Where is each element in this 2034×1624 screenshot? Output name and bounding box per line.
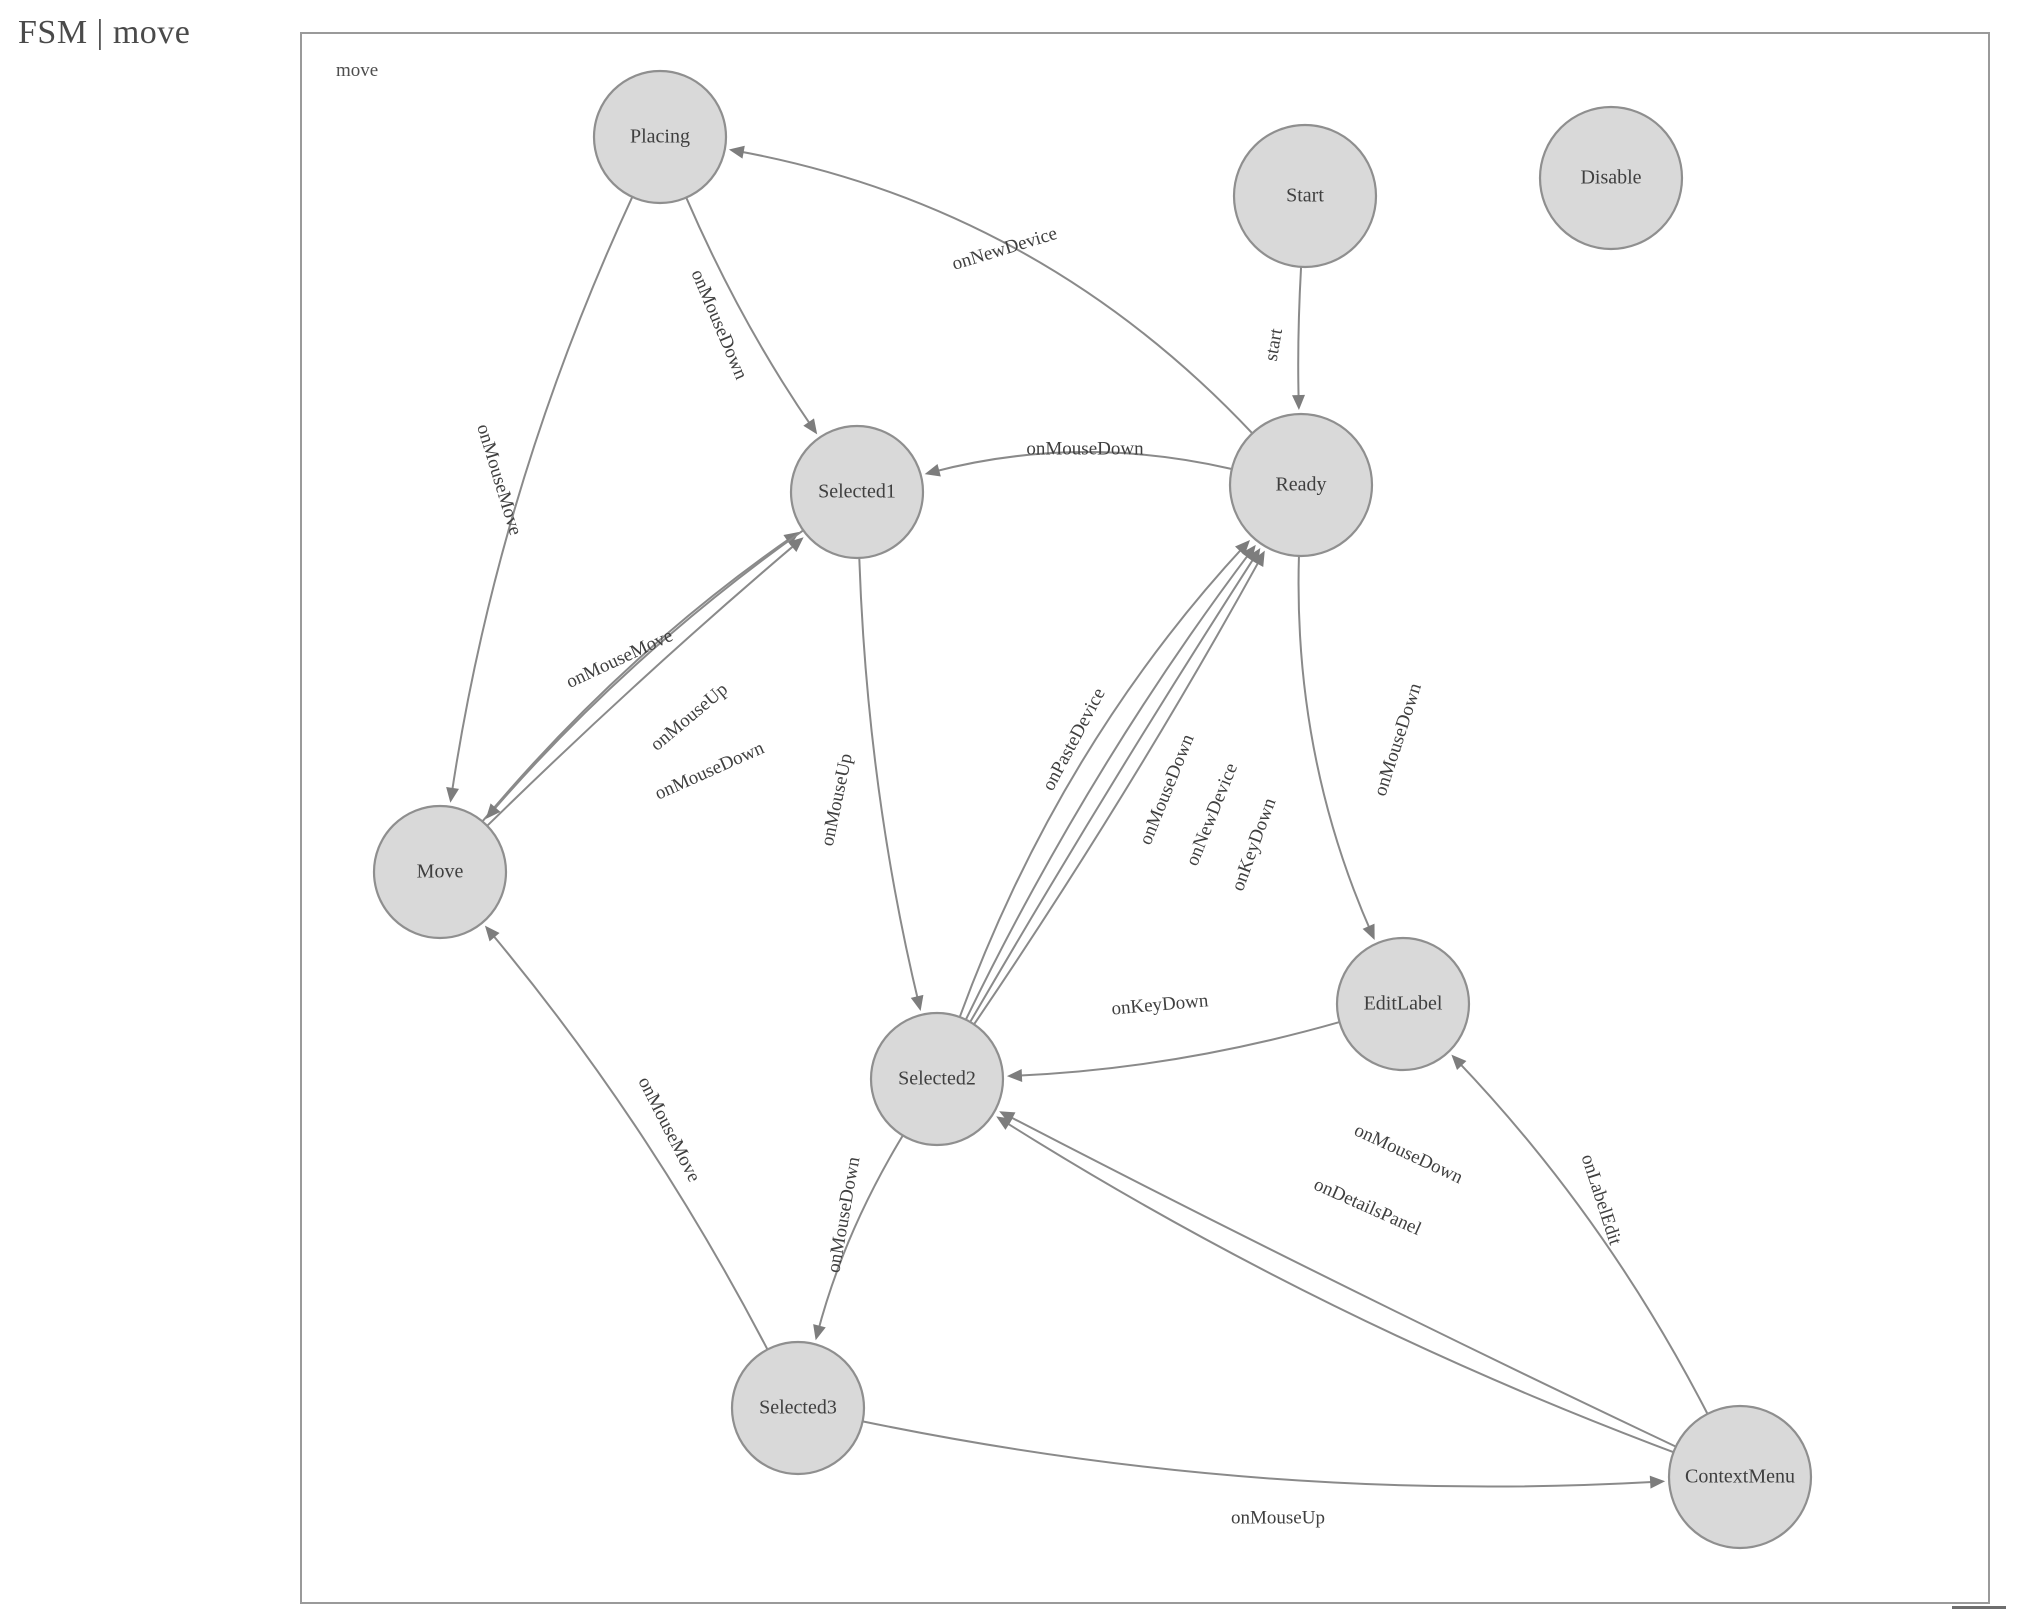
edge-label-e17: onMouseMove — [633, 1073, 705, 1186]
edge-selected1-to-selected2 — [859, 558, 919, 1004]
edge-label-e4: onMouseDown — [686, 266, 752, 383]
edge-selected2-to-ready — [966, 550, 1252, 1019]
edge-label-e10: onPasteDevice — [1038, 684, 1110, 795]
edge-label-e15: onKeyDown — [1110, 990, 1210, 1020]
edge-arrowhead — [803, 418, 817, 434]
state-label: Move — [416, 860, 464, 883]
edge-start-to-ready — [1298, 267, 1301, 403]
edge-contextmenu-to-editlabel — [1456, 1060, 1707, 1414]
edge-arrowhead — [1292, 395, 1305, 410]
edge-arrowhead — [925, 464, 941, 477]
edge-label-e20: onDetailsPanel — [1310, 1173, 1425, 1240]
state-label: Disable — [1580, 166, 1642, 189]
edge-label-e1: start — [1260, 326, 1288, 363]
state-node-ready[interactable] — [1230, 414, 1372, 556]
frame-label: move — [336, 60, 379, 81]
edge-label-e9: onMouseUp — [816, 751, 857, 848]
edge-label-e8: onMouseDown — [651, 737, 768, 805]
state-label: ContextMenu — [1685, 1465, 1795, 1488]
state-node-placing[interactable] — [594, 71, 726, 203]
state-label: Selected1 — [818, 480, 896, 503]
edge-arrowhead — [1650, 1476, 1665, 1489]
state-label: Placing — [630, 125, 690, 148]
state-label: Selected2 — [898, 1067, 976, 1090]
edge-arrowhead — [813, 1324, 826, 1340]
edge-move-to-selected1 — [487, 542, 798, 826]
edge-arrowhead — [1007, 1069, 1022, 1082]
state-node-start[interactable] — [1234, 125, 1376, 267]
edge-selected1-to-move — [490, 530, 803, 813]
edge-placing-to-move — [451, 197, 632, 796]
edge-ready-to-editlabel — [1299, 556, 1372, 934]
edge-label-e19: onMouseDown — [1350, 1119, 1467, 1189]
edge-label-e5: onMouseMove — [472, 421, 526, 538]
edge-arrowhead — [911, 995, 924, 1011]
edge-contextmenu-to-selected2 — [1005, 1114, 1675, 1446]
edge-selected3-to-contextmenu — [863, 1421, 1658, 1486]
state-label: Ready — [1275, 473, 1327, 496]
edge-label-e7: onMouseUp — [646, 678, 733, 756]
edge-label-e21: onLabelEdit — [1576, 1151, 1626, 1248]
state-node-selected1[interactable] — [791, 426, 923, 558]
edge-label-e6: onMouseMove — [562, 625, 677, 693]
state-node-selected3[interactable] — [732, 1342, 864, 1474]
state-label: Selected3 — [759, 1396, 837, 1419]
edge-label-e2: onNewDevice — [949, 222, 1060, 275]
edge-ready-to-placing — [736, 151, 1253, 434]
edge-move-to-selected1 — [482, 536, 793, 822]
edge-label-e12: onNewDevice — [1181, 760, 1243, 869]
edge-selected3-to-move — [489, 931, 767, 1349]
state-node-selected2[interactable] — [871, 1013, 1003, 1145]
state-node-editlabel[interactable] — [1337, 938, 1469, 1070]
edges-layer — [446, 146, 1707, 1489]
state-node-contextmenu[interactable] — [1669, 1406, 1811, 1548]
edge-contextmenu-to-selected2 — [1002, 1120, 1673, 1452]
edge-editlabel-to-selected2 — [1014, 1022, 1340, 1076]
edge-label-e13: onKeyDown — [1227, 795, 1281, 894]
edge-label-e16: onMouseDown — [823, 1155, 865, 1275]
state-node-move[interactable] — [374, 806, 506, 938]
state-label: Start — [1286, 184, 1324, 207]
edge-label-e14: onMouseDown — [1369, 680, 1427, 799]
page-title: FSM | move — [18, 14, 191, 51]
state-node-disable[interactable] — [1540, 107, 1682, 249]
edge-label-e18: onMouseUp — [1231, 1507, 1325, 1529]
state-label: EditLabel — [1363, 992, 1443, 1015]
edge-labels-layer — [472, 223, 1626, 1528]
edge-label-e11: onMouseDown — [1135, 731, 1199, 848]
corner-mark — [1952, 1606, 2006, 1609]
edge-arrowhead — [729, 146, 745, 159]
edge-label-e3: onMouseDown — [1026, 438, 1144, 460]
edge-arrowhead — [446, 787, 459, 803]
